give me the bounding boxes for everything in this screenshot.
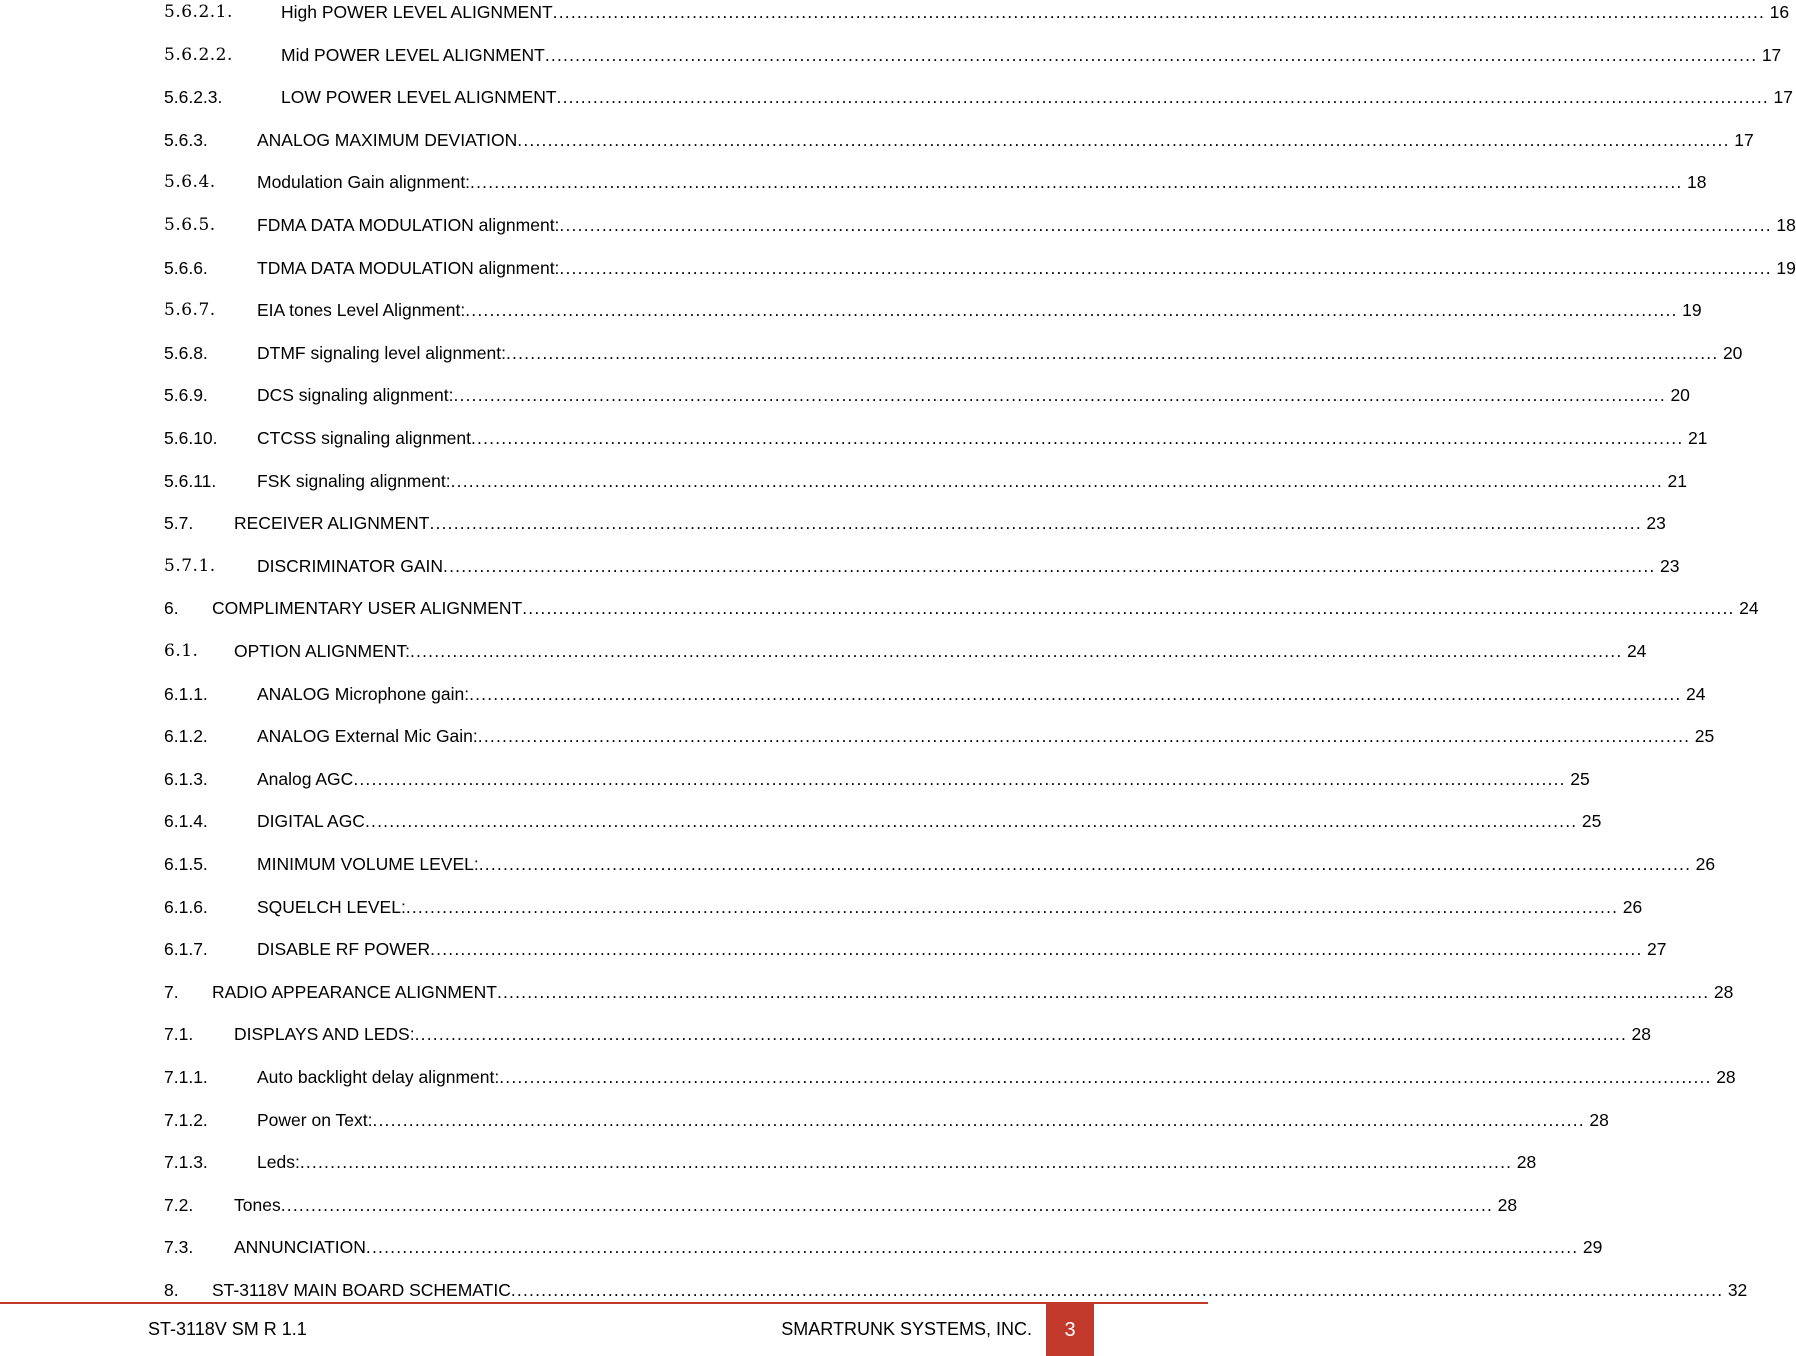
toc-dot-leader: ........................................................................................................................................................................................................ [364,811,1578,832]
toc-entry-number: 6.1.1. [164,683,208,704]
toc-entry-number: 5.7. [164,513,194,534]
toc-entry-page: 25 [1694,726,1715,747]
toc-entry-title: DIGITAL AGC [257,811,365,832]
toc-dot-leader: ........................................................................................................................................................................................................ [410,641,1623,661]
toc-entry-page: 28 [1516,1152,1537,1173]
toc-entry-page: 19 [1682,300,1702,321]
toc-entry[interactable] [0,722,1715,750]
toc-entry-title: ANALOG MAXIMUM DEVIATION [257,129,518,150]
toc-entry-page: 24 [1739,598,1759,619]
toc-dot-leader: ........................................................................................................................................................................................................ [499,1067,1712,1087]
toc-entry-page: 28 [1713,981,1734,1002]
toc-entry[interactable] [0,1148,1537,1176]
toc-entry-page: 28 [1716,1067,1736,1087]
toc-entry-number: 6.1.3. [164,768,208,789]
toc-entry-number: 6.1.7. [164,939,208,960]
toc-entry-number: 6.1.6. [164,896,208,917]
toc-dot-leader: ........................................................................................................................................................................................................ [559,257,1772,278]
toc-dot-leader: ........................................................................................................................................................................................................ [506,342,1719,363]
toc-entry[interactable] [0,594,1759,622]
toc-entry-number: 6.1.4. [164,811,208,832]
toc-entry[interactable] [0,680,1706,708]
toc-entry-page: 26 [1622,896,1643,917]
toc-dot-leader: ........................................................................................................................................................................................................ [405,896,1619,917]
toc-dot-leader: ........................................................................................................................................................................................................ [510,1280,1724,1300]
toc-entry[interactable] [0,637,1647,665]
toc-entry-title: DISPLAYS AND LEDS: [234,1024,415,1045]
toc-entry-number: 5.7.1. [164,555,216,576]
toc-entry-page: 19 [1776,257,1796,278]
toc-dot-leader: ........................................................................................................................................................................................................ [496,981,1710,1002]
toc-entry-page: 24 [1626,641,1647,661]
toc-dot-leader: ........................................................................................................................................................................................................ [478,854,1692,874]
toc-dot-leader: ........................................................................................................................................................................................................ [469,683,1682,704]
toc-dot-leader: ........................................................................................................................................................................................................ [471,428,1684,448]
toc-entry-page: 20 [1722,342,1743,363]
toc-entry-page: 28 [1589,1109,1609,1130]
toc-dot-leader: ........................................................................................................................................................................................................ [443,555,1656,576]
toc-entry-page: 25 [1581,811,1602,832]
toc-entry[interactable] [0,765,1590,793]
toc-entry-title: ANALOG Microphone gain: [257,683,470,704]
toc-entry-title: DTMF signaling level alignment: [257,342,506,363]
toc-entry-number: 5.6.6. [164,257,208,278]
toc-entry-title: Tones [234,1194,281,1215]
toc-entry-page: 21 [1687,428,1708,448]
toc-entry-page: 23 [1660,555,1680,576]
toc-entry-title: Auto backlight delay alignment: [257,1067,500,1087]
toc-dot-leader: ........................................................................................................................................................................................................ [544,44,1758,65]
toc-entry-page: 20 [1670,385,1690,406]
toc-entry-number: 6.1.2. [164,726,208,747]
toc-entry-number: 8. [164,1280,179,1300]
toc-entry-page: 21 [1667,470,1687,491]
toc-entry-page: 28 [1631,1024,1652,1045]
footer-rule [0,1302,1208,1304]
toc-entry-number: 5.6.10. [164,428,218,448]
toc-dot-leader: ........................................................................................................................................................................................................ [552,2,1766,22]
toc-entry-title: ST-3118V MAIN BOARD SCHEMATIC [212,1280,511,1300]
toc-entry[interactable] [0,467,1687,495]
toc-entry[interactable] [0,1276,1748,1304]
toc-entry-title: RECEIVER ALIGNMENT [234,513,430,534]
toc-dot-leader: ........................................................................................................................................................................................................ [559,215,1772,235]
footer-company: SMARTRUNK SYSTEMS, INC. [781,1319,1032,1339]
toc-entry-title: FSK signaling alignment: [257,470,451,491]
toc-entry[interactable] [0,168,1707,196]
toc-entry-number: 5.6.8. [164,342,208,363]
toc-dot-leader: ........................................................................................................................................................................................................ [465,300,1678,321]
toc-entry[interactable] [0,935,1667,963]
toc-entry[interactable] [0,83,1793,111]
toc-entry-page: 16 [1769,2,1790,22]
toc-entry[interactable] [0,381,1690,409]
toc-entry[interactable] [0,509,1666,537]
toc-entry[interactable] [0,1063,1736,1091]
toc-entry[interactable] [0,296,1702,324]
toc-entry-title: COMPLIMENTARY USER ALIGNMENT [212,598,523,619]
toc-entry-number: 7.3. [164,1237,194,1258]
toc-dot-leader: ........................................................................................................................................................................................................ [429,513,1642,534]
toc-entry-page: 25 [1570,768,1590,789]
toc-entry-page: 17 [1734,129,1754,150]
toc-entry-title: ANALOG External Mic Gain: [257,726,478,747]
toc-entry[interactable] [0,1191,1518,1219]
toc-entry-number: 7.2. [164,1194,194,1215]
toc-entry-number: 6.1. [164,641,199,661]
toc-dot-leader: ........................................................................................................................................................................................................ [414,1024,1628,1045]
toc-entry-title: Power on Text: [257,1109,373,1130]
toc-entry[interactable] [0,211,1796,239]
toc-entry-title: Modulation Gain alignment: [257,172,471,193]
toc-entry-number: 5.6.2.3. [164,87,223,108]
toc-entry-title: MINIMUM VOLUME LEVEL: [257,854,479,874]
toc-entry-number: 6. [164,598,179,619]
toc-entry-number: 5.6.4. [164,172,216,193]
toc-dot-leader: ........................................................................................................................................................................................................ [365,1237,1579,1258]
toc-entry[interactable] [0,893,1643,921]
toc-dot-leader: ........................................................................................................................................................................................................ [280,1194,1494,1215]
toc-entry[interactable] [0,1106,1609,1134]
toc-entry-title: Mid POWER LEVEL ALIGNMENT [281,44,545,65]
toc-entry[interactable] [0,1233,1603,1261]
toc-dot-leader: ........................................................................................................................................................................................................ [477,726,1691,747]
toc-entry-title: Leds: [257,1152,300,1173]
toc-entry-number: 6.1.5. [164,854,208,874]
toc-entry-title: Analog AGC [257,768,354,789]
toc-entry-page: 28 [1497,1194,1518,1215]
toc-entry[interactable] [0,254,1796,282]
toc-entry-page: 18 [1776,215,1796,235]
toc-entry-number: 5.6.7. [164,300,216,321]
toc-entry-title: CTCSS signaling alignment [257,428,471,448]
toc-dot-leader: ........................................................................................................................................................................................................ [556,87,1769,108]
toc-entry-number: 7.1.3. [164,1152,208,1173]
footer-doc-id: ST-3118V SM R 1.1 [148,1319,307,1339]
toc-entry-title: TDMA DATA MODULATION alignment: [257,257,560,278]
toc-entry-number: 7.1. [164,1024,194,1045]
toc-dot-leader: ........................................................................................................................................................................................................ [430,939,1643,960]
toc-entry[interactable] [0,1020,1652,1048]
toc-entry-title: RADIO APPEARANCE ALIGNMENT [212,981,497,1002]
toc-dot-leader: ........................................................................................................................................................................................................ [522,598,1735,619]
toc-entry-title: FDMA DATA MODULATION alignment: [257,215,560,235]
toc-entry-page: 23 [1646,513,1666,534]
toc-entry-page: 17 [1761,44,1782,65]
toc-entry-title: DISABLE RF POWER [257,939,431,960]
toc-entry-page: 17 [1773,87,1793,108]
toc-entry-title: OPTION ALIGNMENT: [234,641,410,661]
toc-entry-number: 5.6.11. [164,470,217,491]
toc-entry[interactable] [0,0,1790,26]
toc-dot-leader: ........................................................................................................................................................................................................ [353,768,1566,789]
toc-entry-number: 7.1.2. [164,1109,208,1130]
toc-entry-page: 26 [1695,854,1716,874]
toc-entry[interactable] [0,424,1708,452]
toc-entry-title: High POWER LEVEL ALIGNMENT [281,2,553,22]
toc-entry-page: 27 [1647,939,1667,960]
toc-entry[interactable] [0,41,1782,69]
toc-dot-leader: ........................................................................................................................................................................................................ [372,1109,1585,1130]
toc-entry-number: 5.6.2.1. [164,2,233,22]
toc-entry-title: ANNUNCIATION [234,1237,366,1258]
toc-entry-number: 5.6.2.2. [164,44,233,65]
toc-entry-number: 7. [164,981,179,1002]
toc-entry-title: LOW POWER LEVEL ALIGNMENT [281,87,557,108]
toc-dot-leader: ........................................................................................................................................................................................................ [299,1152,1513,1173]
toc-dot-leader: ........................................................................................................................................................................................................ [450,470,1663,491]
toc-entry-title: SQUELCH LEVEL: [257,896,406,917]
toc-entry[interactable] [0,126,1754,154]
toc-entry[interactable] [0,552,1680,580]
toc-entry-number: 5.6.5. [164,215,216,235]
toc-entry-number: 7.1.1. [164,1067,208,1087]
toc-entry[interactable] [0,339,1743,367]
toc-entry-number: 5.6.9. [164,385,208,406]
toc-dot-leader: ........................................................................................................................................................................................................ [470,172,1683,193]
footer-page-number: 3 [1046,1304,1094,1356]
toc-entry-page: 29 [1582,1237,1603,1258]
toc-dot-leader: ........................................................................................................................................................................................................ [517,129,1730,150]
toc-entry[interactable] [0,978,1734,1006]
toc-entry-title: DISCRIMINATOR GAIN [257,555,444,576]
toc-dot-leader: ........................................................................................................................................................................................................ [453,385,1666,406]
toc-entry[interactable] [0,807,1602,835]
toc-entry-title: DCS signaling alignment: [257,385,454,406]
toc-entry-title: EIA tones Level Alignment: [257,300,466,321]
toc-entry-page: 18 [1687,172,1707,193]
toc-entry[interactable] [0,850,1716,878]
toc-entry-number: 5.6.3. [164,129,208,150]
toc-entry-page: 32 [1727,1280,1748,1300]
toc-entry-page: 24 [1686,683,1706,704]
